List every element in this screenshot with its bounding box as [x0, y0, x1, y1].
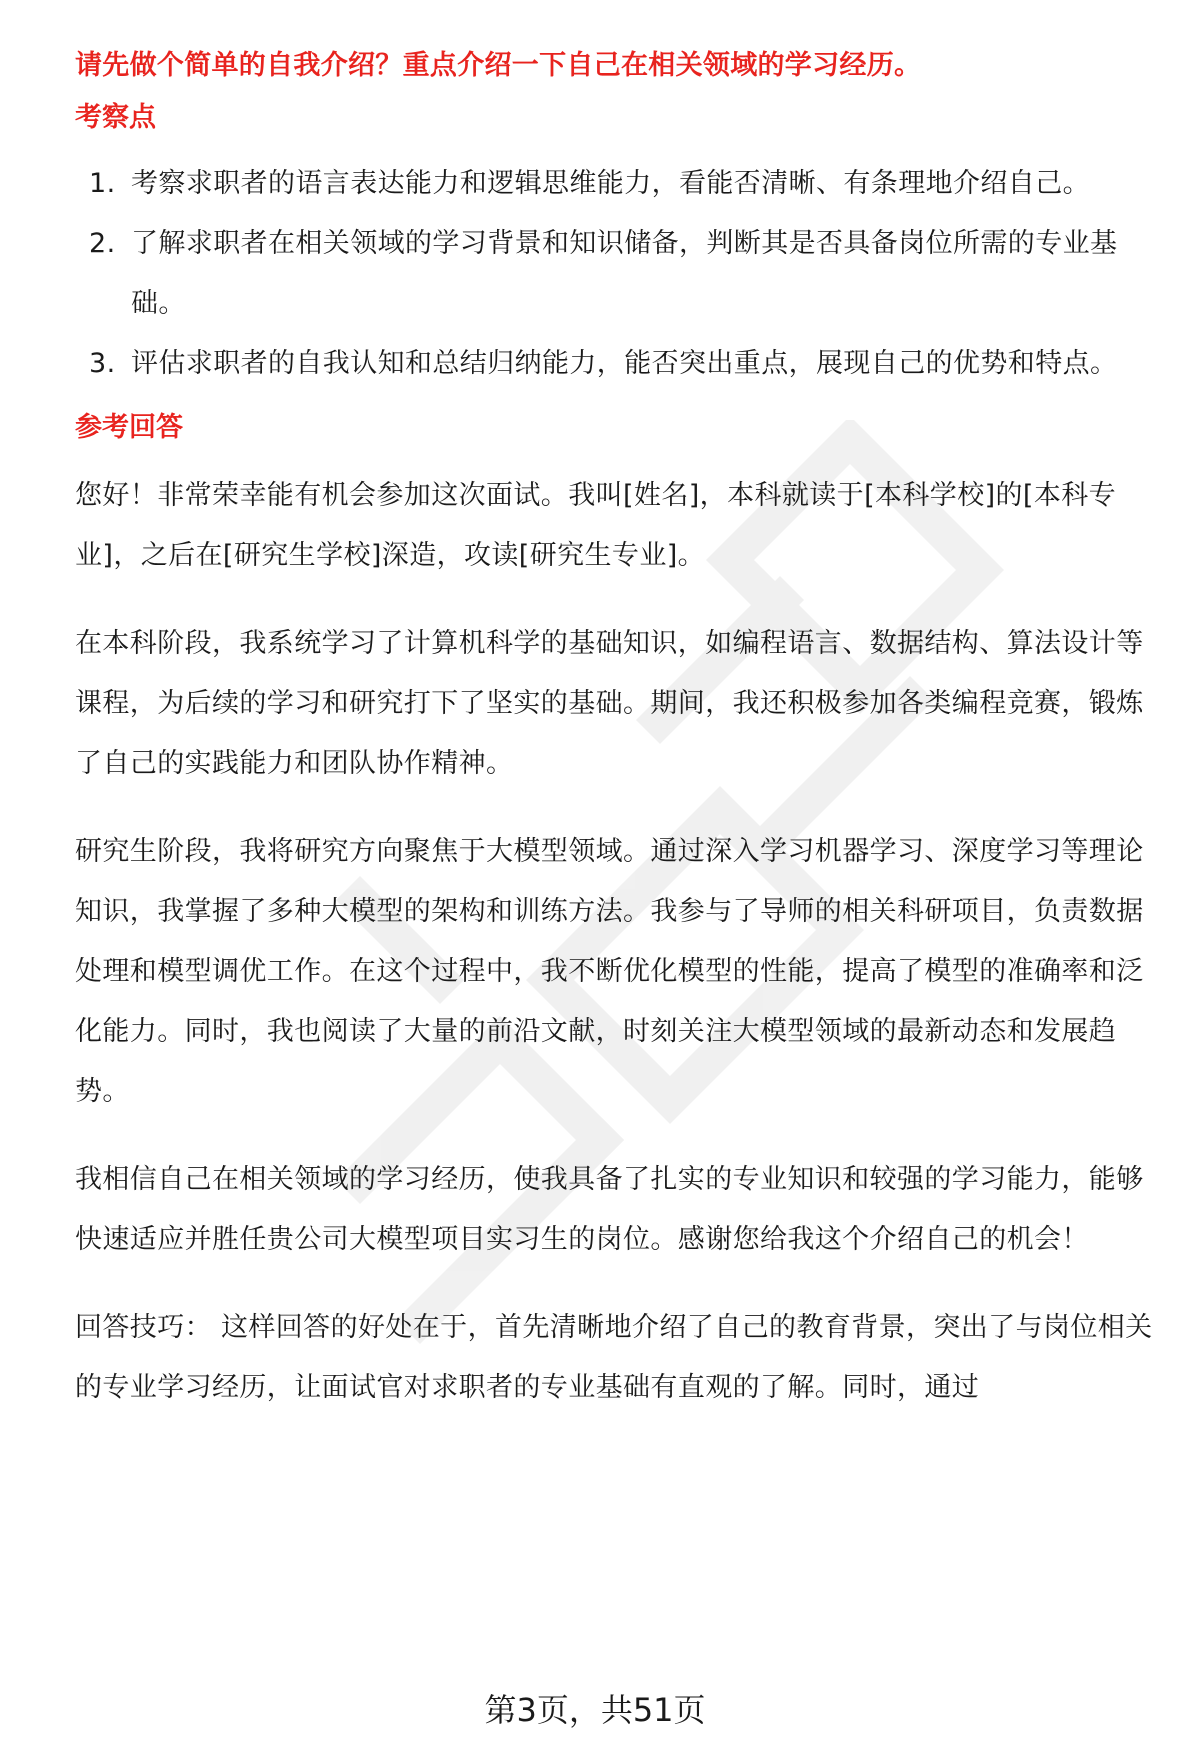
- point-number: 2.: [89, 228, 116, 259]
- answer-paragraph: 您好！非常荣幸能有机会参加这次面试。我叫[姓名]，本科就读于[本科学校]的[本科专业]，之后在[研究生学校]深造，攻读[研究生专业]。: [75, 480, 1117, 571]
- assessment-point: [75, 214, 1155, 334]
- interview-question: 请先做个简单的自我介绍？重点介绍一下自己在相关领域的学习经历。: [75, 50, 922, 81]
- point-text: 评估求职者的自我认知和总结归纳能力，能否突出重点，展现自己的优势和特点。: [131, 348, 1118, 379]
- point-text: 考察求职者的语言表达能力和逻辑思维能力，看能否清晰、有条理地介绍自己。: [131, 168, 1090, 199]
- point-text: 了解求职者在相关领域的学习背景和知识储备，判断其是否具备岗位所需的专业基础。: [131, 228, 1118, 319]
- point-number: 1.: [89, 168, 116, 199]
- assessment-heading: 考察点: [75, 102, 156, 133]
- answer-paragraph: 我相信自己在相关领域的学习经历，使我具备了扎实的专业知识和较强的学习能力，能够快速适应并胜任贵公司大模型项目实习生的岗位。感谢您给我这个介绍自己的机会！: [75, 1164, 1144, 1255]
- document-content: [75, 48, 1155, 1418]
- page-number-footer: 第3页，共51页: [484, 1691, 706, 1729]
- assessment-point: [75, 154, 1155, 214]
- answer-tips-paragraph: 回答技巧： 这样回答的好处在于，首先清晰地介绍了自己的教育背景，突出了与岗位相关的专业学习经历，让面试官对求职者的专业基础有直观的了解。同时，通过: [75, 1312, 1153, 1403]
- answer-paragraph: 研究生阶段，我将研究方向聚焦于大模型领域。通过深入学习机器学习、深度学习等理论知识，我掌握了多种大模型的架构和训练方法。我参与了导师的相关科研项目，负责数据处理和模型调优工作。在这个过程中，我不断优化模型的性能，提高了模型的准确率和泛化能力。同时，我也阅读了大量的前沿文献，时刻关注大模型领域的最新动态和发展趋势。: [75, 836, 1144, 1107]
- assessment-points-list: [75, 154, 1155, 394]
- answer-heading: 参考回答: [75, 412, 183, 443]
- answer-paragraph: 在本科阶段，我系统学习了计算机科学的基础知识，如编程语言、数据结构、算法设计等课程，为后续的学习和研究打下了坚实的基础。期间，我还积极参加各类编程竞赛，锻炼了自己的实践能力和团队协作精神。: [75, 628, 1144, 779]
- point-number: 3.: [89, 348, 116, 379]
- assessment-point: [75, 334, 1155, 394]
